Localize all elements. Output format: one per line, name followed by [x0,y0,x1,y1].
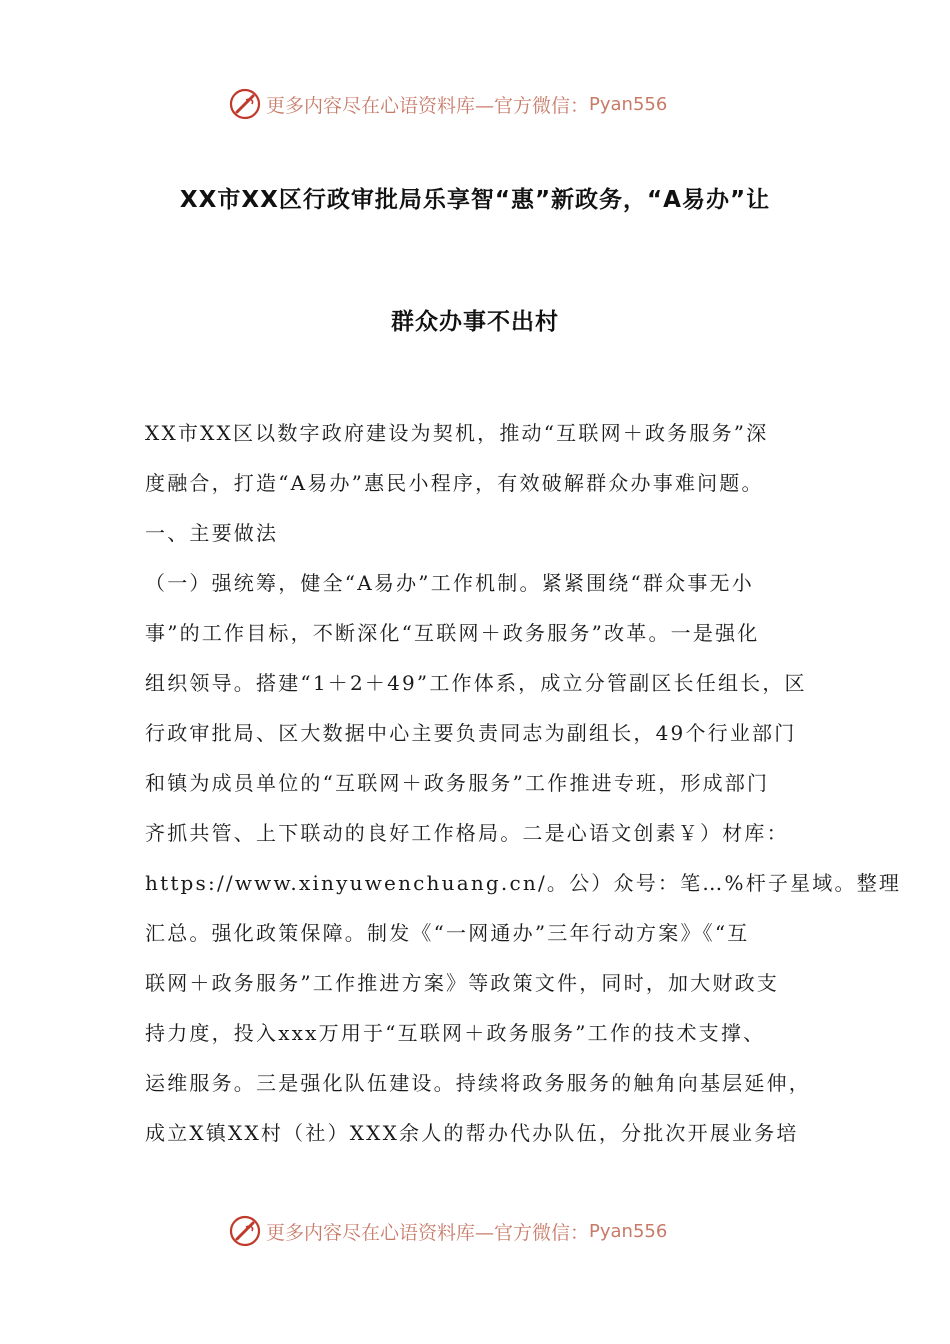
watermark-wechat-id: Pyan556 [589,93,668,115]
watermark-text: 更多内容尽在心语资料库—官方微信： [266,1221,590,1244]
body-line: 和镇为成员单位的“互联网＋政务服务”工作推进专班，形成部门 [145,771,770,795]
header-watermark [228,84,748,124]
pen-logo-icon [228,87,262,121]
body-line: 成立X镇XX村（社）XXX余人的帮办代办队伍，分批次开展业务培 [145,1121,799,1145]
document-title-line-1: XX市XX区行政审批局乐享智“惠”新政务，“A易办”让 [179,187,771,213]
document-body [145,415,902,1165]
body-line: 联网＋政务服务”工作推进方案》等政策文件，同时，加大财政支 [145,971,780,995]
body-line: 汇总。强化政策保障。制发《“一网通办”三年行动方案》《“互 [145,921,750,945]
body-line: 度融合，打造“A易办”惠民小程序，有效破解群众办事难问题。 [145,471,764,495]
watermark-text: 更多内容尽在心语资料库—官方微信： [266,94,590,117]
body-line: 齐抓共管、上下联动的良好工作格局。二是心语文创素￥）材库： [145,821,789,845]
body-line: XX市XX区以数字政府建设为契机，推动“互联网＋政务服务”深 [145,421,769,445]
pen-logo-icon [228,1214,262,1248]
body-line: 组织领导。搭建“1＋2＋49”工作体系，成立分管副区长任组长，区 [145,671,807,695]
body-line: （一）强统筹，健全“A易办”工作机制。紧紧围绕“群众事无小 [145,571,754,595]
section-heading: 一、主要做法 [145,521,279,545]
body-line: 行政审批局、区大数据中心主要负责同志为副组长，49个行业部门 [145,721,797,745]
watermark-wechat-id: Pyan556 [589,1220,668,1242]
body-line: 事”的工作目标，不断深化“互联网＋政务服务”改革。一是强化 [145,621,760,645]
body-line: 持力度，投入xxx万用于“互联网＋政务服务”工作的技术支撑、 [145,1021,766,1045]
body-line: 运维服务。三是强化队伍建设。持续将政务服务的触角向基层延伸， [145,1071,811,1095]
body-line-url: https://www.xinyuwenchuang.cn/。公）众号：笔…%杆子星域。整理 [145,871,902,895]
footer-watermark [228,1211,748,1251]
document-title-line-2: 群众办事不出村 [391,309,559,335]
